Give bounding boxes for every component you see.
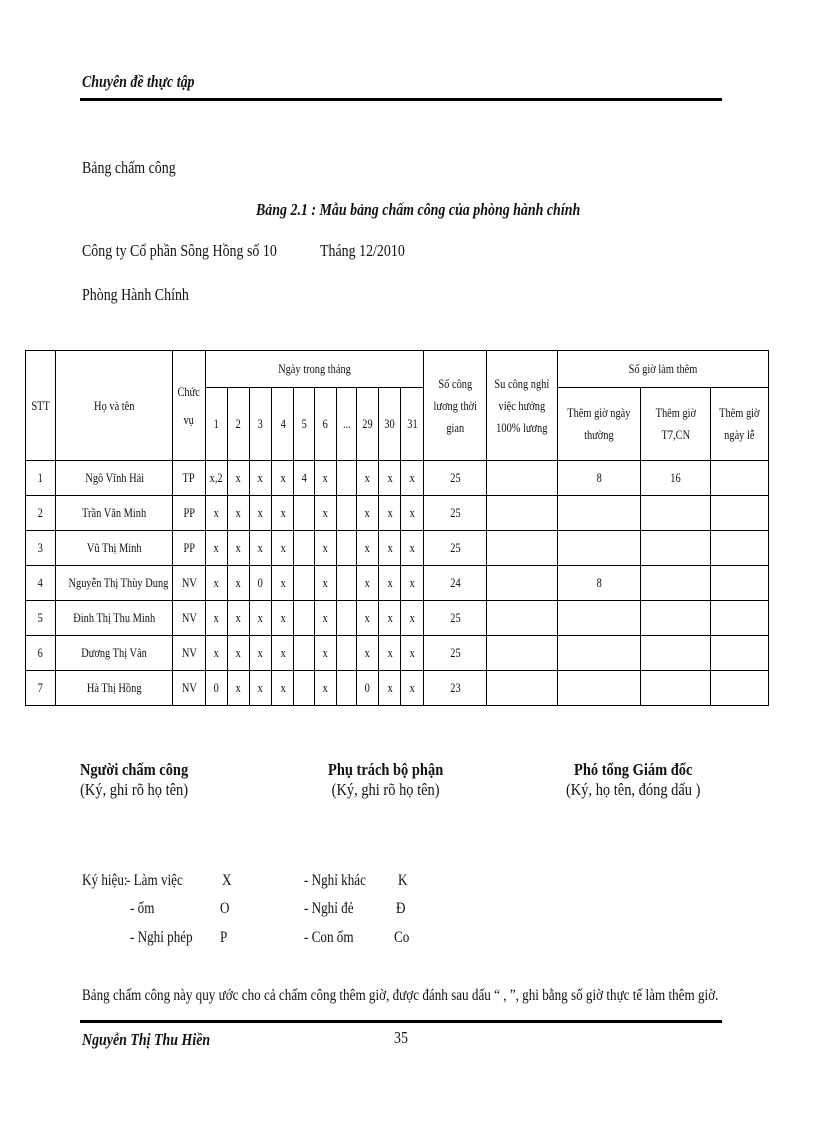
cell-time-wage: 24 <box>423 566 487 601</box>
cell-day: x <box>272 496 294 531</box>
signature-block-deputy-director <box>566 760 700 800</box>
cell-day <box>336 461 356 496</box>
cell-name: Trần Văn Minh <box>56 496 173 531</box>
cell-time-wage: 25 <box>423 601 487 636</box>
cell-ot-holiday <box>711 671 769 706</box>
section-title: Bảng chấm công <box>82 158 176 177</box>
legend-item-code: Co <box>394 929 410 946</box>
table-row <box>26 671 769 706</box>
page-number: 35 <box>394 1028 408 1047</box>
legend-item-label: - Làm việc <box>126 872 183 889</box>
cell-day: 4 <box>294 461 314 496</box>
header-day: 2 <box>227 388 249 461</box>
cell-ot-normal <box>557 671 640 706</box>
cell-ot-holiday <box>711 461 769 496</box>
header-day: 1 <box>205 388 227 461</box>
cell-name: Nguyễn Thị Thùy Dung <box>56 566 173 601</box>
cell-day <box>336 566 356 601</box>
cell-ot-weekend <box>640 496 711 531</box>
cell-ot-weekend <box>640 636 711 671</box>
cell-day: x <box>401 461 423 496</box>
cell-name: Hà Thị Hồng <box>56 671 173 706</box>
cell-ot-normal <box>557 496 640 531</box>
cell-time-wage: 25 <box>423 461 487 496</box>
cell-ot-weekend <box>640 601 711 636</box>
cell-day: x <box>357 636 379 671</box>
header-day: 6 <box>314 388 336 461</box>
cell-ot-normal <box>557 636 640 671</box>
cell-day: x <box>314 531 336 566</box>
cell-day: x <box>401 601 423 636</box>
table-row <box>26 601 769 636</box>
table-caption: Bảng 2.1 : Mẫu bảng chấm công của phòng hành chính <box>256 200 581 219</box>
cell-stt: 7 <box>26 671 56 706</box>
header-leave: Su công nghỉ việc hưởng 100% lương <box>487 351 558 461</box>
table-row <box>26 531 769 566</box>
legend-item-code: Đ <box>396 900 406 917</box>
cell-ot-holiday <box>711 566 769 601</box>
table-row <box>26 496 769 531</box>
cell-ot-normal <box>557 531 640 566</box>
cell-day: x <box>227 636 249 671</box>
cell-stt: 5 <box>26 601 56 636</box>
cell-day: x <box>401 636 423 671</box>
cell-day: x <box>314 566 336 601</box>
cell-ot-weekend <box>640 566 711 601</box>
legend-item-label: - Nghỉ phép <box>130 929 193 946</box>
cell-day: x <box>314 636 336 671</box>
cell-day: x <box>357 461 379 496</box>
table-row <box>26 566 769 601</box>
cell-day: x <box>379 671 401 706</box>
signature-block-timekeeper <box>80 760 188 800</box>
department-name: Phòng Hành Chính <box>82 285 189 304</box>
cell-day <box>336 601 356 636</box>
header-ot-holiday: Thêm giờ ngày lễ <box>711 388 769 461</box>
legend-item-code: O <box>220 900 230 917</box>
cell-day: x <box>205 636 227 671</box>
signature-note: (Ký, ghi rõ họ tên) <box>80 780 189 799</box>
cell-day: x <box>357 496 379 531</box>
header-day: 31 <box>401 388 423 461</box>
cell-day: x <box>379 496 401 531</box>
cell-day: x <box>250 601 272 636</box>
cell-day: x <box>401 566 423 601</box>
cell-name: Vũ Thị Minh <box>56 531 173 566</box>
cell-leave <box>487 496 558 531</box>
cell-day: x,2 <box>205 461 227 496</box>
document-header-title: Chuyên đề thực tập <box>82 72 195 91</box>
cell-day: x <box>227 531 249 566</box>
header-day: 3 <box>250 388 272 461</box>
cell-day <box>294 496 314 531</box>
cell-leave <box>487 636 558 671</box>
cell-name: Đinh Thị Thu Minh <box>56 601 173 636</box>
cell-day: x <box>250 636 272 671</box>
cell-ot-weekend <box>640 671 711 706</box>
cell-name: Dương Thị Vân <box>56 636 173 671</box>
cell-stt: 1 <box>26 461 56 496</box>
cell-day: x <box>401 496 423 531</box>
cell-position: PP <box>173 531 205 566</box>
signature-block-department-head <box>328 760 443 800</box>
cell-day: x <box>272 601 294 636</box>
header-time-wage: Số công lương thời gian <box>423 351 487 461</box>
cell-ot-normal <box>557 601 640 636</box>
signature-title: Phụ trách bộ phận <box>328 760 444 779</box>
cell-day: x <box>379 566 401 601</box>
cell-day <box>336 496 356 531</box>
cell-day: x <box>314 671 336 706</box>
cell-day: x <box>314 601 336 636</box>
cell-time-wage: 25 <box>423 496 487 531</box>
footer-rule <box>80 1020 722 1023</box>
cell-day <box>294 671 314 706</box>
cell-day: x <box>272 636 294 671</box>
footer-author: Nguyễn Thị Thu Hiền <box>82 1030 211 1049</box>
cell-day <box>336 636 356 671</box>
cell-day: x <box>379 601 401 636</box>
cell-day <box>294 531 314 566</box>
cell-leave <box>487 601 558 636</box>
cell-position: PP <box>173 496 205 531</box>
cell-leave <box>487 566 558 601</box>
cell-day: x <box>205 496 227 531</box>
header-ot-weekend: Thêm giờ T7,CN <box>640 388 711 461</box>
cell-ot-weekend <box>640 531 711 566</box>
cell-leave <box>487 671 558 706</box>
cell-day: x <box>227 566 249 601</box>
cell-time-wage: 23 <box>423 671 487 706</box>
cell-ot-holiday <box>711 496 769 531</box>
cell-ot-holiday <box>711 636 769 671</box>
legend-item-label: - Nghỉ khác <box>304 872 366 889</box>
cell-day <box>336 671 356 706</box>
cell-stt: 2 <box>26 496 56 531</box>
cell-day: x <box>250 496 272 531</box>
cell-stt: 6 <box>26 636 56 671</box>
cell-day: x <box>227 496 249 531</box>
cell-day: x <box>357 601 379 636</box>
cell-position: NV <box>173 566 205 601</box>
table-row <box>26 636 769 671</box>
table-row <box>26 461 769 496</box>
cell-ot-holiday <box>711 531 769 566</box>
legend-item-label: - Con ốm <box>304 929 354 946</box>
cell-day <box>294 601 314 636</box>
header-day: 29 <box>357 388 379 461</box>
header-ot-normal: Thêm giờ ngày thường <box>557 388 640 461</box>
cell-ot-normal: 8 <box>557 461 640 496</box>
header-stt: STT <box>26 351 56 461</box>
header-day: 4 <box>272 388 294 461</box>
cell-stt: 3 <box>26 531 56 566</box>
cell-position: TP <box>173 461 205 496</box>
cell-leave <box>487 531 558 566</box>
header-overtime-group: Số giờ làm thêm <box>557 351 768 388</box>
cell-stt: 4 <box>26 566 56 601</box>
signature-title: Phó tổng Giám đốc <box>574 760 693 779</box>
legend-prefix: Ký hiệu: <box>82 872 128 889</box>
convention-note: Bảng chấm công này quy ước cho cả chấm công thêm giờ, được đánh sau dấu “ , ”, ghi bằng số giờ thực tế làm thêm giờ. <box>82 987 719 1004</box>
cell-day: x <box>379 636 401 671</box>
cell-day: x <box>205 566 227 601</box>
cell-day: x <box>205 601 227 636</box>
cell-leave <box>487 461 558 496</box>
cell-day: x <box>272 566 294 601</box>
cell-day: x <box>227 671 249 706</box>
cell-day: x <box>205 531 227 566</box>
cell-day: x <box>250 461 272 496</box>
cell-day: x <box>272 671 294 706</box>
signature-note: (Ký, ghi rõ họ tên) <box>331 780 440 799</box>
legend-item-label: - ốm <box>130 900 155 917</box>
cell-day <box>336 531 356 566</box>
header-day: ... <box>336 388 356 461</box>
cell-day: x <box>314 496 336 531</box>
cell-day <box>294 566 314 601</box>
cell-day: x <box>314 461 336 496</box>
header-day: 5 <box>294 388 314 461</box>
cell-day: x <box>250 531 272 566</box>
legend-item-code: X <box>222 872 232 889</box>
cell-day: x <box>250 671 272 706</box>
legend-item-code: K <box>398 872 408 889</box>
company-name: Công ty Cổ phần Sông Hồng số 10 <box>82 241 277 260</box>
cell-day: x <box>357 531 379 566</box>
cell-day: x <box>357 566 379 601</box>
cell-ot-normal: 8 <box>557 566 640 601</box>
cell-day: x <box>379 531 401 566</box>
cell-name: Ngô Vĩnh Hải <box>56 461 173 496</box>
cell-day: 0 <box>205 671 227 706</box>
cell-day: x <box>227 601 249 636</box>
cell-position: NV <box>173 636 205 671</box>
cell-ot-weekend: 16 <box>640 461 711 496</box>
cell-day: x <box>227 461 249 496</box>
cell-position: NV <box>173 671 205 706</box>
cell-position: NV <box>173 601 205 636</box>
cell-ot-holiday <box>711 601 769 636</box>
header-position: Chức vụ <box>173 351 205 461</box>
cell-day: 0 <box>250 566 272 601</box>
header-days-group: Ngày trong tháng <box>205 351 423 388</box>
cell-day: x <box>272 531 294 566</box>
timesheet-table <box>25 350 769 706</box>
header-day: 30 <box>379 388 401 461</box>
cell-day: x <box>401 531 423 566</box>
cell-day: x <box>272 461 294 496</box>
header-name: Họ và tên <box>56 351 173 461</box>
legend-item-label: - Nghỉ đẻ <box>304 900 354 917</box>
cell-time-wage: 25 <box>423 636 487 671</box>
cell-day: 0 <box>357 671 379 706</box>
cell-day <box>294 636 314 671</box>
header-rule <box>80 98 722 101</box>
cell-day: x <box>401 671 423 706</box>
legend-item-code: P <box>220 929 228 946</box>
signature-note: (Ký, họ tên, đóng dấu ) <box>566 780 701 799</box>
month-label: Tháng 12/2010 <box>320 241 405 260</box>
cell-time-wage: 25 <box>423 531 487 566</box>
signature-title: Người chấm công <box>80 760 189 779</box>
cell-day: x <box>379 461 401 496</box>
